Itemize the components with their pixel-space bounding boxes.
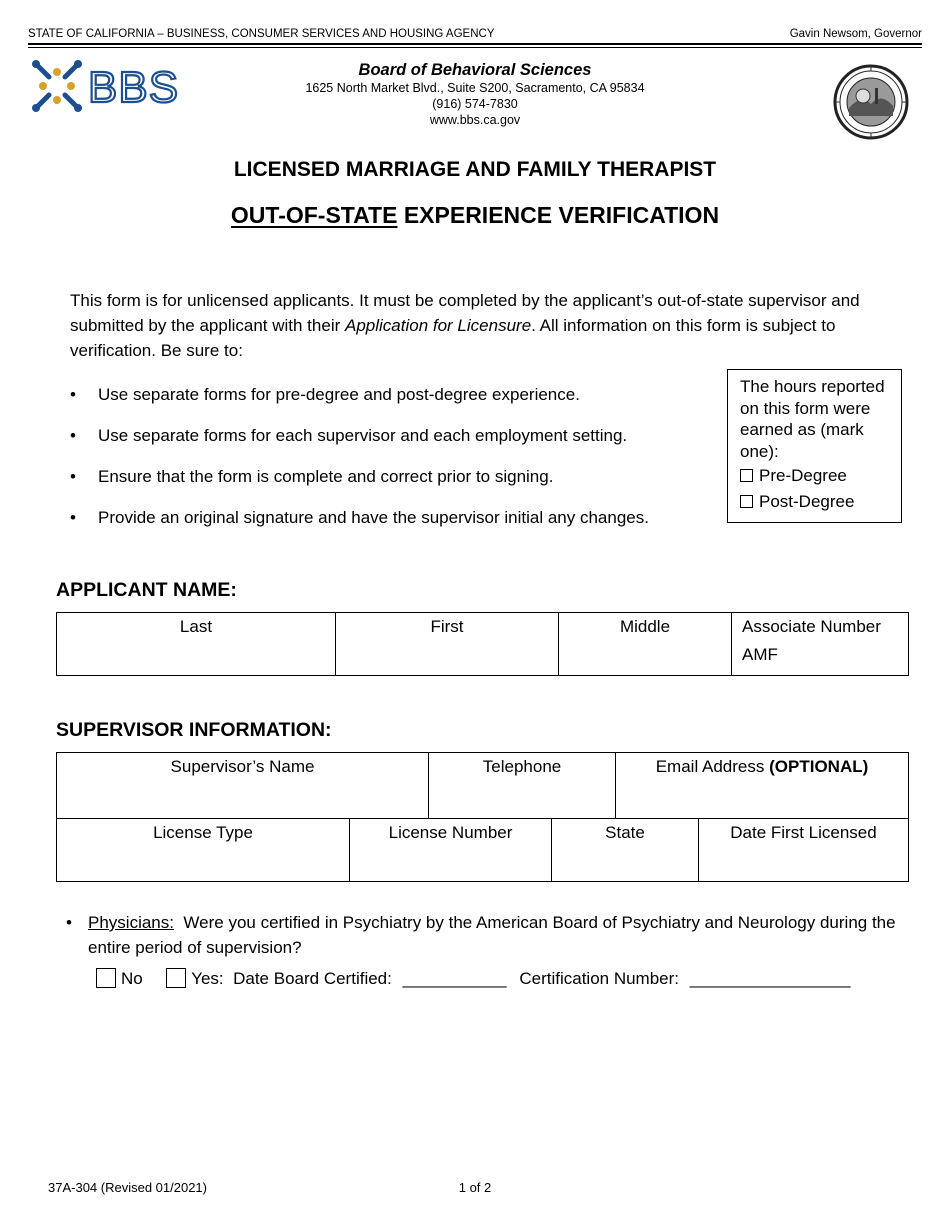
applicant-last-field[interactable] [57, 613, 336, 676]
instruction-list [70, 382, 710, 546]
email-optional-label: (OPTIONAL) [769, 757, 869, 776]
physicians-answer-row [96, 968, 850, 989]
license-state-field[interactable] [552, 819, 699, 882]
header-rule-thin [28, 47, 922, 48]
certification-number-blank[interactable]: _________________ [689, 969, 851, 988]
degree-selection-text: The hours reported on this form were earned as (mark one): [740, 377, 885, 461]
form-title-line2 [0, 202, 950, 229]
pre-degree-checkbox[interactable] [740, 469, 753, 482]
amf-prefix: AMF [742, 645, 778, 664]
bbs-logo-text: BBS [88, 63, 180, 112]
supervisor-name-label: Supervisor’s Name [170, 757, 315, 776]
supervisor-row2-table [56, 818, 909, 882]
california-seal-icon [833, 64, 909, 140]
instruction-item: • Ensure that the form is complete and correct prior to signing. [70, 464, 710, 505]
associate-number-field[interactable] [732, 613, 909, 676]
intro-text-part1: This form is for unlicensed applicants. It must be completed by the applicant’s out-of-state supervisor and submitted by the applicant with their [70, 291, 860, 335]
pre-degree-label: Pre-Degree [759, 466, 847, 485]
first-label: First [430, 617, 464, 636]
date-board-certified-blank[interactable]: ___________ [402, 969, 507, 988]
out-of-state-underlined: OUT-OF-STATE [230, 202, 398, 228]
state-seal [833, 64, 909, 140]
supervisor-email-field[interactable] [616, 753, 909, 819]
supervisor-info-heading: SUPERVISOR INFORMATION: [56, 719, 332, 741]
yes-checkbox[interactable] [166, 968, 186, 988]
supervisor-telephone-field[interactable] [429, 753, 616, 819]
supervisor-name-field[interactable] [57, 753, 429, 819]
applicant-first-field[interactable] [336, 613, 559, 676]
post-degree-label: Post-Degree [759, 491, 855, 511]
post-degree-option[interactable] [740, 491, 889, 513]
agency-name: Board of Behavioral Sciences [358, 61, 592, 79]
applicant-name-table [56, 612, 909, 676]
license-number-field[interactable] [350, 819, 552, 882]
state-label: State [605, 823, 645, 842]
applicant-name-heading: APPLICANT NAME: [56, 579, 237, 601]
license-type-field[interactable] [57, 819, 350, 882]
applicant-middle-field[interactable] [559, 613, 732, 676]
no-checkbox[interactable] [96, 968, 116, 988]
instruction-item: • Use separate forms for each supervisor and each employment setting. [70, 423, 710, 464]
bbs-logo-mark-icon [30, 58, 215, 114]
intro-paragraph [70, 288, 900, 363]
physicians-question [66, 910, 906, 960]
supervisor-row1-table [56, 752, 909, 819]
intro-text-part2: . All information on this form is subject to verification. Be sure to: [70, 316, 836, 360]
middle-label: Middle [619, 617, 671, 636]
physicians-label: Physicians: [88, 913, 174, 932]
agency-block [300, 60, 650, 128]
license-type-label: License Type [153, 823, 253, 842]
governor-line: Gavin Newsom, Governor [789, 28, 922, 40]
date-first-licensed-label: Date First Licensed [730, 823, 877, 842]
post-degree-checkbox[interactable] [740, 495, 753, 508]
state-agency-line: STATE OF CALIFORNIA – BUSINESS, CONSUMER SERVICES AND HOUSING AGENCY [28, 28, 495, 40]
intro-italic-application: Application for Licensure [344, 316, 532, 335]
agency-address: 1625 North Market Blvd., Suite S200, Sacramento, CA 95834 [305, 81, 645, 95]
license-number-label: License Number [388, 823, 513, 842]
no-label: No [121, 969, 143, 988]
form-title-line1: LICENSED MARRIAGE AND FAMILY THERAPIST [233, 158, 717, 181]
yes-date-certified-label: Yes: Date Board Certified: [191, 969, 392, 988]
header-rule-thick [28, 43, 922, 45]
page-number: 1 of 2 [458, 1180, 492, 1195]
certification-number-label: Certification Number: [519, 969, 680, 988]
pre-degree-option[interactable] [740, 465, 889, 487]
email-label: Email Address [655, 757, 770, 776]
agency-website: www.bbs.ca.gov [429, 113, 521, 127]
bullet: • [66, 913, 72, 932]
title-line2-rest: EXPERIENCE VERIFICATION [397, 202, 720, 228]
date-first-licensed-field[interactable] [699, 819, 909, 882]
instruction-item: • Provide an original signature and have the supervisor initial any changes. [70, 505, 710, 546]
telephone-label: Telephone [482, 757, 562, 776]
physicians-question-text: Were you certified in Psychiatry by the American Board of Psychiatry and Neurology during the entire period of supervision? [88, 913, 901, 957]
form-number: 37A-304 (Revised 01/2021) [48, 1180, 207, 1195]
degree-selection-box [727, 369, 902, 523]
instruction-item: • Use separate forms for pre-degree and post-degree experience. [70, 382, 710, 423]
associate-number-label: Associate Number [742, 617, 881, 636]
last-label: Last [179, 617, 213, 636]
bbs-logo [30, 58, 215, 114]
agency-phone: (916) 574-7830 [432, 97, 518, 111]
